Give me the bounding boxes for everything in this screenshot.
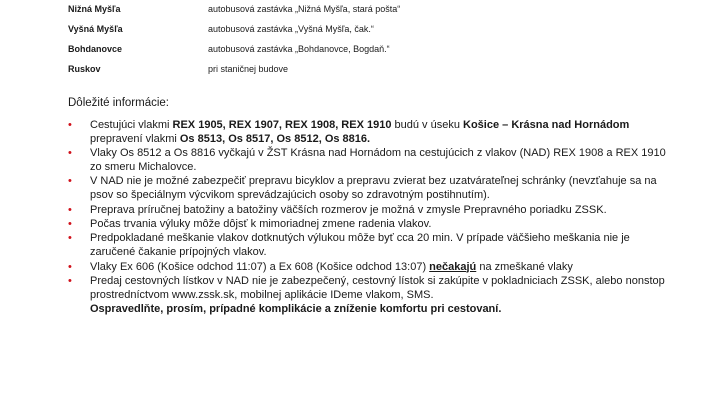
info-text-bold: REX 1905, REX 1907, REX 1908, REX 1910: [172, 119, 392, 131]
bullet-icon: •: [68, 274, 72, 287]
stop-location: autobusová zastávka „Nižná Myšľa, stará pošta“: [208, 4, 401, 14]
bullet-icon: •: [68, 147, 72, 160]
bullet-icon: •: [68, 232, 72, 245]
info-text: Predpokladané meškanie vlakov dotknutých výlukou môže byť cca 20 min. V prípade väčšieho meškania nie je zaručené čakanie prípojných vlakov.: [90, 232, 630, 259]
info-item: [68, 119, 668, 147]
info-text-bold: Ospravedlňte, prosím, prípadné komplikácie a zníženie komfortu pri cestovaní.: [90, 302, 502, 315]
info-text: Vlaky Os 8512 a Os 8816 vyčkajú v ŽST Krásna nad Hornádom na cestujúcich z vlakov (NAD) REX 1908 a REX 1910 zo smeru Michalovce.: [90, 147, 666, 173]
info-text: prepravení vlakmi: [90, 132, 180, 145]
info-text-bold: Košice – Krásna nad Hornádom: [463, 119, 630, 131]
info-text: Preprava príručnej batožiny a batožiny väčších rozmerov je možná v zmysle Prepravného poriadku ZSSK.: [90, 203, 607, 216]
bullet-icon: •: [68, 175, 72, 188]
stop-name: Bohdanovce: [68, 44, 123, 54]
info-item: [68, 204, 668, 218]
stop-name: Vyšná Myšľa: [68, 24, 123, 34]
bullet-icon: •: [68, 203, 72, 216]
info-text: budú v úseku: [391, 119, 464, 131]
info-text: Predaj cestovných lístkov v NAD nie je zabezpečený, cestovný lístok si zakúpite v pokladniciach ZSSK, alebo nonstop prostredníctvom www.zssk.sk, mobilnej aplikácie IDeme vlakom, SMS.: [90, 274, 665, 301]
bullet-icon: •: [68, 217, 72, 230]
info-item: [68, 218, 668, 232]
info-text: Cestujúci vlakmi: [90, 119, 173, 131]
stop-location: pri staničnej budove: [208, 64, 289, 74]
info-text: V NAD nie je možné zabezpečiť prepravu bicyklov a prepravu zvierat bez uzatvárateľnej schránky (nevzťahuje sa na psov so špeciálnym výcvikom sprevádzajúcich osoby so zdravotným postihnutím).: [90, 175, 657, 202]
info-text: na zmeškané vlaky: [476, 260, 573, 273]
stop-name: Ruskov: [68, 64, 101, 74]
stop-row: [68, 0, 688, 19]
info-text: Vlaky Ex 606 (Košice odchod 11:07) a Ex 608 (Košice odchod 13:07): [90, 260, 430, 273]
info-text-bold: Os 8513, Os 8517, Os 8512, Os 8816.: [179, 132, 371, 145]
info-item: [68, 261, 668, 275]
info-title: Dôležité informácie:: [68, 97, 169, 109]
bullet-icon: •: [68, 260, 72, 273]
stop-row: [68, 39, 688, 59]
info-text: Počas trvania výluky môže dôjsť k mimoriadnej zmene radenia vlakov.: [90, 217, 432, 230]
stop-name: Nižná Myšľa: [68, 4, 121, 14]
info-list: [68, 119, 668, 317]
info-item: [68, 232, 668, 260]
info-item: [68, 175, 668, 203]
stop-location: autobusová zastávka „Bohdanovce, Bogdaň.“: [208, 44, 390, 54]
info-item: [68, 275, 668, 316]
bullet-icon: •: [68, 119, 72, 131]
stop-row: [68, 19, 688, 39]
info-text-bold: nečakajú: [429, 260, 477, 273]
stops-table: [68, 0, 688, 79]
stop-location: autobusová zastávka „Vyšná Myšľa, čak.“: [208, 24, 374, 34]
info-item: [68, 147, 668, 175]
stop-row: [68, 59, 688, 79]
